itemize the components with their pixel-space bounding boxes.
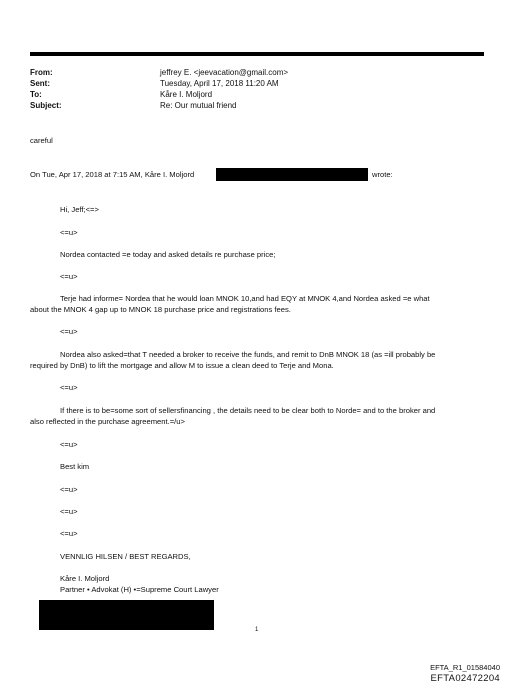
signature-title: Partner • Advokat (H) •=Supreme Court Lawyer: [60, 585, 219, 594]
to-label: To:: [30, 90, 42, 99]
footer-id-1: EFTA_R1_01584040: [430, 663, 500, 672]
reply-text: careful: [30, 136, 53, 145]
paragraph-3-line-2: required by DnB) to lift the mortgage and allow M to issue a clean deed to Terje and Mona.: [30, 361, 334, 370]
subject-value: Re: Our mutual friend: [160, 101, 237, 110]
page-number: 1: [255, 627, 259, 633]
paragraph-4-line-1: If there is to be=some sort of sellersfinancing , the details need to be clear both to Norde= and to the broker and: [60, 406, 436, 415]
greeting: Hi, Jeff;<=>: [60, 205, 99, 214]
subject-label: Subject:: [30, 101, 62, 110]
paragraph-3-line-1: Nordea also asked=that T needed a broker to receive the funds, and remit to DnB MNOK 18 (as =ill probably be: [60, 350, 436, 359]
redaction-box: [216, 168, 368, 181]
sign-off: Best kim: [60, 462, 90, 471]
underline-marker: <=u>: [60, 327, 78, 336]
sent-label: Sent:: [30, 79, 50, 88]
paragraph-1: Nordea contacted =e today and asked details re purchase price;: [60, 250, 276, 259]
underline-marker: <=u>: [60, 228, 78, 237]
underline-marker: <=u>: [60, 507, 78, 516]
redaction-box: [39, 600, 214, 630]
from-value: jeffrey E. <jeevacation@gmail.com>: [160, 68, 289, 77]
signature-name: Kåre I. Moljord: [60, 574, 110, 583]
header-rule: [30, 52, 484, 56]
underline-marker: <=u>: [60, 383, 78, 392]
regards-line: VENNLIG HILSEN / BEST REGARDS,: [60, 552, 191, 561]
underline-marker: <=u>: [60, 529, 78, 538]
underline-marker: <=u>: [60, 272, 78, 281]
to-value: Kåre I. Moljord: [160, 90, 213, 99]
underline-marker: <=u>: [60, 485, 78, 494]
quote-intro-before: On Tue, Apr 17, 2018 at 7:15 AM, Kåre I. Moljord: [30, 170, 195, 179]
from-label: From:: [30, 68, 53, 77]
paragraph-2-line-2: about the MNOK 4 gap up to MNOK 18 purchase price and registrations fees.: [30, 305, 291, 314]
footer-id-2: EFTA02472204: [430, 673, 500, 684]
paragraph-2-line-1: Terje had informe= Nordea that he would loan MNOK 10,and had EQY at MNOK 4,and Nordea asked =e what: [60, 294, 430, 303]
paragraph-4-line-2: also reflected in the purchase agreement.=/u>: [30, 417, 185, 426]
underline-marker: <=u>: [60, 440, 78, 449]
sent-value: Tuesday, April 17, 2018 11:20 AM: [160, 79, 279, 88]
quote-intro-after: wrote:: [372, 170, 393, 179]
